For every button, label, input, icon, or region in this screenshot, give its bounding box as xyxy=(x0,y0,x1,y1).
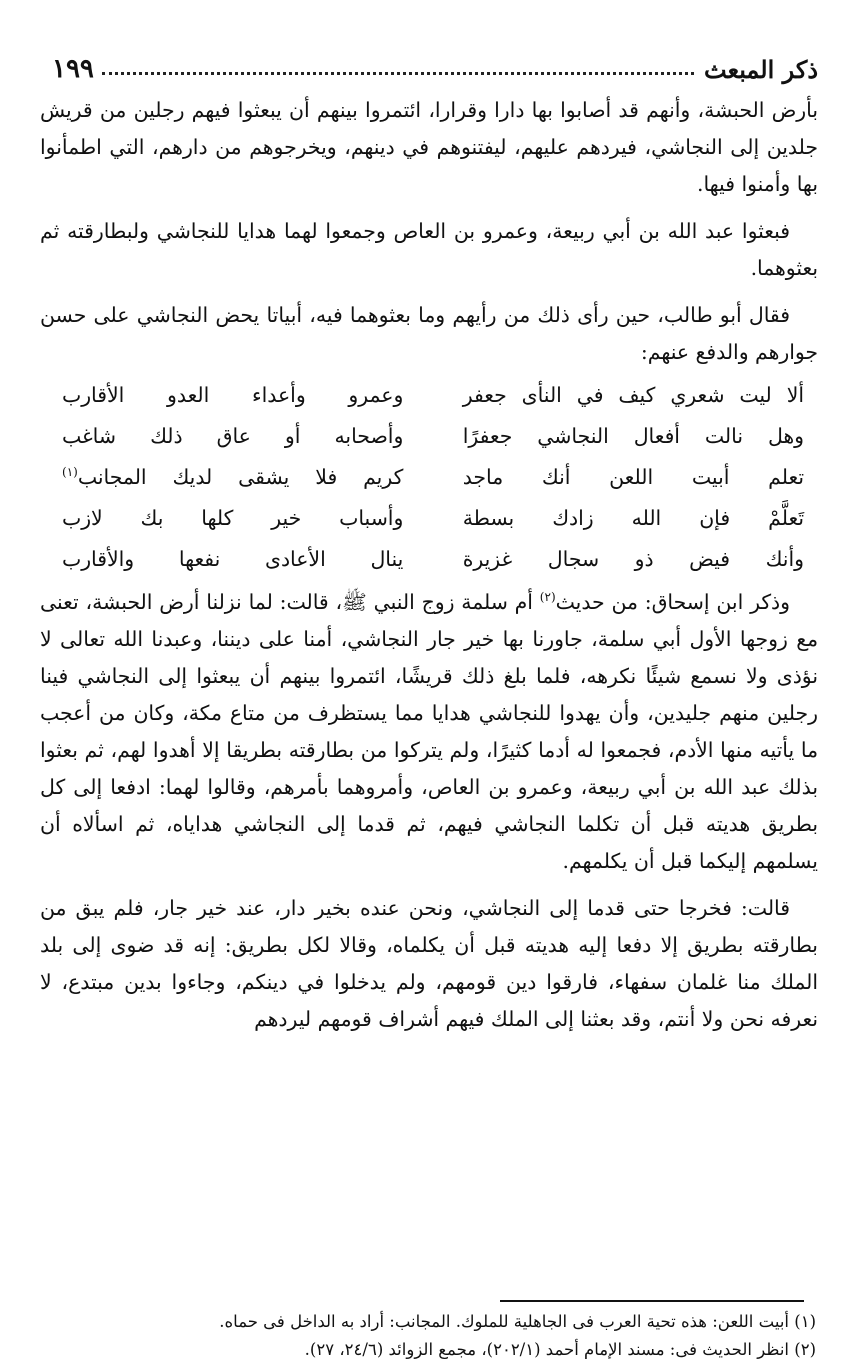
verse-second-hemistich: وعمرو وأعداء العدو الأقارب xyxy=(62,383,404,407)
footnote: (١) أبيت اللعن: هذه تحية العرب فى الجاهلية للملوك. المجانب: أراد به الداخل فى حماه. xyxy=(219,1312,816,1331)
verse-first-hemistich: وهل نالت أفعال النجاشي جعفرًا xyxy=(462,424,804,448)
paragraph-text: أم سلمة زوج النبي ﷺ، قالت: لما نزلنا أرض الحبشة، تعنى مع زوجها الأول أبي سلمة، جاورنا بها خير جار النجاشي، أمنا على ديننا، وعبدنا الله تعالى لا نؤذى ولا نسمع شيئًا نكرهه، فلما بلغ ذلك قريشًا، ائتمروا بينهم أن يبعثوا إلى النجاشي فينا رجلين منهم جليدين، وأن يهدوا للنجاشي هدايا مما يستظرف من متاع مكة، وكان من أعجب ما يأتيه منها الأدم، فجمعوا له أدما كثيرًا، ولم يتركوا من بطارقته بطريقا إلا أهدوا لهم، ثم بعثوا بذلك عبد الله بن أبي ربيعة، وعمرو بن العاص، وأمروهما بأمرهم، وقالوا لهما: ادفعا إلى كل بطريق هديته قبل أن تكلما النجاشي فيهم، ثم قدما إلى النجاشي هداياه، ثم اسألاه أن يسلمهم إليكما قبل أن يكلمهم. xyxy=(40,590,818,873)
page-number: ١٩٩ xyxy=(52,54,94,84)
verse-second-hemistich xyxy=(62,457,403,498)
verse-second-hemistich: وأصحابه أو عاق ذلك شاغب xyxy=(62,424,404,448)
verse-first-hemistich: تَعلَّمْ فإن الله زادك بسطة xyxy=(462,506,804,530)
paragraph xyxy=(40,584,818,880)
verse-first-hemistich: ألا ليت شعري كيف في النأى جعفر xyxy=(462,383,804,407)
footnote-marker: (٢) xyxy=(539,590,556,605)
poem-verse xyxy=(62,416,804,457)
hemistich-text: كريم فلا يشقى لديك المجانب xyxy=(77,465,404,489)
running-title: ذكر المبعث xyxy=(704,55,818,84)
poem-verse xyxy=(62,539,804,580)
verse-second-hemistich: وأسباب خير كلها بك لازب xyxy=(62,506,404,530)
footnote: (٢) انظر الحديث فى: مسند الإمام أحمد (٢٠٢/١)، مجمع الزوائد (٢٤/٦، ٢٧). xyxy=(304,1340,816,1359)
footnote-marker: (١) xyxy=(62,465,78,480)
footnote-separator xyxy=(500,1300,804,1302)
paragraph: بأرض الحبشة، وأنهم قد أصابوا بها دارا وقرارا، ائتمروا بينهم أن يبعثوا فيهم رجلين من قريش جلدين إلى النجاشي، فيردهم عليهم، ليفتنوهم في دينهم، ويخرجوهم من دارهم، التي اطمأنوا بها وأمنوا فيها. xyxy=(40,98,818,196)
poem xyxy=(62,375,804,580)
poem-verse xyxy=(62,498,804,539)
paragraph-text: وذكر ابن إسحاق: من حديث xyxy=(555,590,790,614)
poem-verse xyxy=(62,375,804,416)
poem-verse xyxy=(62,457,804,498)
paragraph: قالت: فخرجا حتى قدما إلى النجاشي، ونحن عنده بخير دار، عند خير جار، فلم يبق من بطارقته بطريق إلا دفعا إليه هديته قبل أن يكلماه، وقالا لكل بطريق: إنه قد ضوى إلى بلد الملك منا غلمان سفهاء، فارقوا دين قومهم، ولم يدخلوا في دينكم، وجاءوا بدين مبتدع، لا نعرفه نحن ولا أنتم، وقد بعثنا إلى الملك فيهم أشراف قومهم ليردهم xyxy=(40,896,818,1031)
verse-first-hemistich: تعلم أبيت اللعن أنك ماجد xyxy=(462,465,804,489)
paragraph: فقال أبو طالب، حين رأى ذلك من رأيهم وما بعثوهما فيه، أبياتا يحض النجاشي على حسن جوارهم والدفع عنهم: xyxy=(40,303,818,364)
page-header xyxy=(52,44,818,84)
leader-dots xyxy=(102,72,694,75)
footnotes xyxy=(110,1308,816,1364)
page-body xyxy=(40,92,818,1038)
paragraph: فبعثوا عبد الله بن أبي ربيعة، وعمرو بن العاص وجمعوا لهما هدايا للنجاشي ولبطارقته ثم بعثوهما. xyxy=(40,219,818,280)
verse-second-hemistich: ينال الأعادى نفعها والأقارب xyxy=(62,547,404,571)
verse-first-hemistich: وأنك فيض ذو سجال غزيرة xyxy=(462,547,804,571)
